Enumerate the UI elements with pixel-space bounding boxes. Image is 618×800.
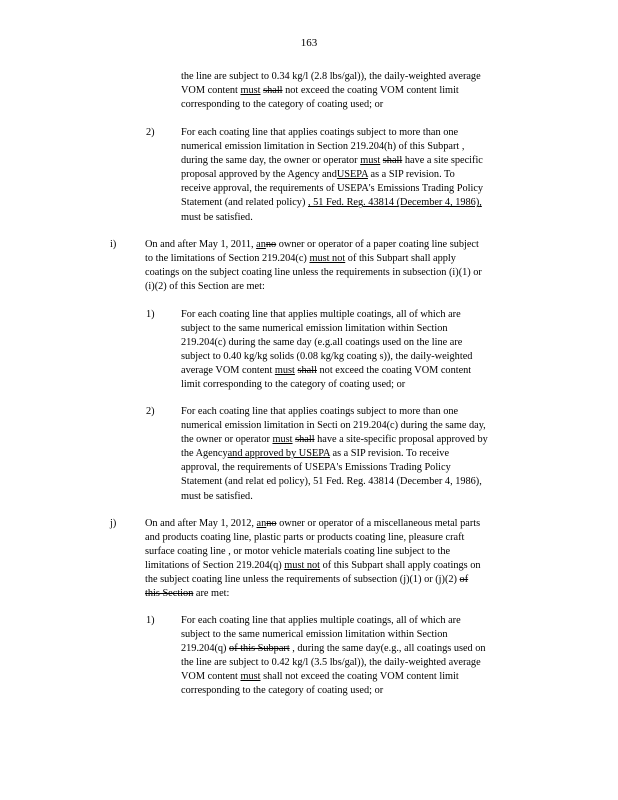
subsection-number: 2)	[146, 127, 155, 138]
text-line	[181, 614, 534, 628]
text-run: VOM content	[181, 85, 241, 97]
text-run: , during the same day(e.g., all coatings used on	[289, 643, 486, 655]
text-run: corresponding to the category of coating used; or	[181, 99, 384, 111]
text-line	[181, 378, 539, 392]
subsection-i2-text	[181, 405, 539, 504]
text-run: (i)(2) of this Section are met:	[145, 281, 265, 293]
text-line	[181, 168, 503, 182]
struck-text: of this Subpart	[229, 643, 290, 655]
text-line	[145, 559, 534, 573]
text-run: as a SIP revision. To	[367, 169, 455, 181]
text-run: subject to the same numerical emission limitation within Section	[181, 629, 448, 641]
text-line	[145, 252, 539, 266]
inserted-text: must	[240, 85, 261, 97]
text-run: the owner or operator	[181, 434, 273, 446]
text-line	[145, 531, 534, 545]
text-run: the subject coating line unless the requirements of subsection (j)(1) or (j)(2)	[145, 574, 460, 586]
text-run: of this Subpart shall apply coatings on	[320, 560, 481, 572]
text-line	[145, 587, 534, 601]
text-line	[181, 419, 539, 433]
text-run: approval, the requirements of USEPA's Emissions Trading Policy	[181, 462, 451, 474]
text-run: have a site-specific proposal approved by	[314, 434, 488, 446]
text-run: are met:	[193, 588, 230, 600]
text-line	[181, 211, 503, 225]
text-line	[181, 656, 534, 670]
inserted-text: and approved by USEPA	[227, 448, 330, 460]
text-run: the Agency	[181, 448, 228, 460]
text-run: 219.204(c) during the same day (e.g.all coatings used on the line are	[181, 337, 463, 349]
inserted-text: must	[272, 434, 293, 446]
text-run: have a site specific	[402, 155, 483, 167]
text-line	[181, 322, 539, 336]
text-line	[145, 573, 534, 587]
subsection-number: 1)	[146, 309, 155, 320]
subsection-j1-text	[181, 614, 534, 699]
text-run: during the same day, the owner or operator	[181, 155, 361, 167]
text-run: surface coating line , or motor vehicle materials coating line subject to the	[145, 546, 451, 558]
text-run: numerical emission limitation in Secti on 219.204(c) during the same day,	[181, 420, 486, 432]
section-number: j)	[110, 518, 117, 529]
struck-text: shall	[263, 85, 283, 97]
text-line	[181, 84, 524, 98]
text-run: For each coating line that applies coatings subject to more than one	[181, 127, 459, 138]
text-run: receive approval, the requirements of USEPA's Emissions Trading Policy	[181, 183, 484, 195]
text-run: coatings on the subject coating line unless the requirements in subsection (i)(1) or	[145, 267, 482, 279]
text-line	[181, 364, 539, 378]
text-run: subject to the same numerical emission limitation within Section	[181, 323, 448, 335]
inserted-text: must	[360, 155, 381, 167]
text-run: For each coating line that applies multiple coatings, all of which are	[181, 615, 461, 626]
text-run: For each coating line that applies multiple coatings, all of which are	[181, 309, 461, 320]
text-line	[181, 126, 503, 140]
text-run: subject to 0.40 kg/kg solids (0.08 kg/kg coating s)), the daily-weighted	[181, 351, 473, 363]
text-line	[181, 670, 534, 684]
text-run: owner or operator of a miscellaneous metal parts	[276, 518, 481, 529]
text-run: average VOM content	[181, 365, 275, 377]
subsection-number: 1)	[146, 615, 155, 626]
text-line	[181, 182, 503, 196]
text-run: the line are subject to 0.34 kg/l (2.8 lbs/gal)), the daily-weighted average	[181, 71, 481, 82]
subsection-i1-text	[181, 308, 539, 393]
section-j-text	[145, 517, 534, 602]
text-line	[181, 475, 539, 489]
text-line	[145, 280, 539, 294]
struck-text: shall	[295, 434, 315, 446]
text-run: and products coating line, plastic parts or products coating line, pleasure craft	[145, 532, 465, 544]
text-line	[181, 447, 539, 461]
text-run: Statement (and relat ed policy), 51 Fed. Reg. 43814 (December 4, 1986),	[181, 476, 482, 488]
text-line	[181, 336, 539, 350]
text-line	[181, 684, 534, 698]
struck-text: no	[266, 518, 277, 529]
struck-text: shall	[297, 365, 317, 377]
section-number: i)	[110, 239, 117, 250]
text-run: VOM content	[181, 671, 241, 683]
text-run: proposal approved by the Agency and	[181, 169, 337, 181]
inserted-text: USEPA	[336, 169, 368, 181]
text-run: of this Subpart shall apply	[345, 253, 456, 265]
text-run: Statement (and related policy)	[181, 197, 308, 209]
text-run: limit corresponding to the category of coating used; or	[181, 379, 406, 391]
text-line	[181, 628, 534, 642]
text-line	[145, 238, 539, 252]
inserted-text: an	[256, 239, 266, 250]
text-line	[145, 517, 534, 531]
struck-text: this Section	[145, 588, 194, 600]
text-line	[181, 70, 524, 84]
section-i-text	[145, 238, 539, 294]
page-number: 163	[300, 37, 318, 49]
inserted-text: must	[274, 365, 295, 377]
text-run: not exceed the coating VOM content	[316, 365, 472, 377]
text-line	[181, 308, 539, 322]
struck-text: of	[459, 574, 469, 586]
inserted-text: , 51 Fed. Reg. 43814 (December 4, 1986),	[307, 197, 482, 209]
text-line	[145, 266, 539, 280]
text-line	[181, 140, 503, 154]
inserted-text: must	[240, 671, 261, 683]
subsection-number: 2)	[146, 406, 155, 417]
inserted-text: must not	[284, 560, 321, 572]
subsection-h2-text	[181, 126, 503, 225]
text-run: not exceed the coating VOM content limit	[282, 85, 459, 97]
text-run: numerical emission limitation in Section 219.204(h) of this Subpart ,	[181, 141, 465, 153]
text-run: as a SIP revision. To receive	[329, 448, 450, 460]
text-run: 219.204(q)	[181, 643, 230, 655]
continuation-text	[181, 70, 524, 112]
text-line	[181, 350, 539, 364]
text-run: For each coating line that applies coatings subject to more than one	[181, 406, 459, 417]
text-run: On and after May 1, 2011,	[145, 239, 257, 250]
struck-text: shall	[382, 155, 403, 167]
text-line	[181, 154, 503, 168]
inserted-text: an	[256, 518, 267, 529]
text-run: On and after May 1, 2012,	[145, 518, 257, 529]
text-line	[181, 405, 539, 419]
text-line	[181, 196, 503, 210]
text-line	[181, 433, 539, 447]
text-run: owner or operator of a paper coating line subject	[276, 239, 479, 250]
inserted-text: must not	[309, 253, 346, 265]
text-line	[181, 642, 534, 656]
text-line	[145, 545, 534, 559]
text-run: the line are subject to 0.42 kg/l (3.5 lbs/gal)), the daily-weighted average	[181, 657, 481, 669]
text-run: must be satisfied.	[181, 211, 253, 223]
text-run: shall not exceed the coating VOM content limit	[260, 671, 459, 683]
text-line	[181, 98, 524, 112]
text-run: limitations of Section 219.204(q)	[145, 560, 285, 572]
text-line	[181, 490, 539, 504]
text-run: must be satisfied.	[181, 490, 253, 502]
struck-text: no	[265, 239, 277, 250]
text-line	[181, 461, 539, 475]
text-run: to the limitations of Section 219.204(c)	[145, 253, 310, 265]
text-run: corresponding to the category of coating used; or	[181, 685, 384, 697]
